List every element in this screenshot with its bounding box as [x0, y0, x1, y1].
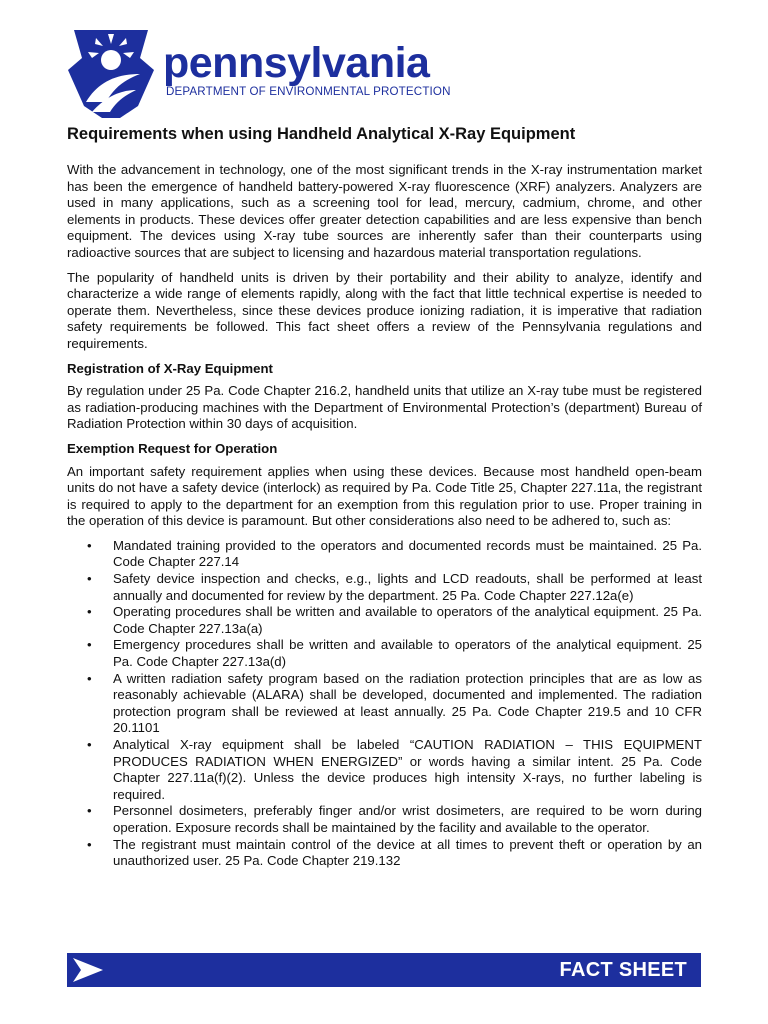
- list-item: [67, 604, 702, 637]
- intro-paragraph: With the advancement in technology, one of the most significant trends in the X-ray instrumentation market has been the emergence of handheld battery-powered X-ray fluorescence (XRF) analyzers. Analyzers are used in many applications, such as a screening tool for lead, mercury, cadmium, chrome, and other elements in products. These devices offer greater detection capabilities and are less expensive than bench equipment. The devices using X-ray tube sources are inherently safer than their counterparts using radioactive sources that are subject to licensing and hazardous material transportation regulations.: [67, 162, 702, 260]
- list-item-text: Mandated training provided to the operators and documented records must be maintained. 25 Pa. Code Chapter 227.14: [113, 537, 702, 570]
- registration-paragraph: By regulation under 25 Pa. Code Chapter 216.2, handheld units that utilize an X-ray tube must be registered as radiation-producing machines with the Department of Environmental Protection’s (department) Bureau of Radiation Protection within 30 days of acquisition.: [67, 383, 702, 432]
- list-item-text: Safety device inspection and checks, e.g., lights and LCD readouts, shall be performed at least annually and documented for review by the department. 25 Pa. Code Chapter 227.12a(e): [113, 571, 702, 603]
- fact-sheet-label: FACT SHEET: [559, 959, 687, 981]
- intro-paragraph: The popularity of handheld units is driven by their portability and their ability to analyze, identify and characterize a wide range of elements rapidly, along with the fact that little technical expertise is needed to operate them. Nevertheless, since these devices produce ionizing radiation, it is imperative that radiation safety requirements be followed. This fact sheet offers a review of the Pennsylvania regulations and requirements.: [67, 269, 702, 351]
- arrow-right-icon: [73, 958, 103, 982]
- department-name: DEPARTMENT OF ENVIRONMENTAL PROTECTION: [166, 85, 451, 98]
- list-item: [67, 538, 702, 571]
- bullet-icon: •: [87, 637, 92, 653]
- list-item-text: Emergency procedures shall be written and available to operators of the analytical equipment. 25 Pa. Code Chapter 227.13a(d): [113, 637, 702, 670]
- list-item-text: A written radiation safety program based on the radiation protection principles that are as low as reasonably achievable (ALARA) shall be developed, documented and implemented. The radiation protection program shall be reviewed at least annually. 25 Pa. Code Chapter 219.5 and 10 CFR 20.1101: [113, 670, 702, 736]
- exemption-heading: Exemption Request for Operation: [67, 440, 278, 456]
- document-body: [67, 162, 702, 870]
- list-item-text: Analytical X-ray equipment shall be labeled “CAUTION RADIATION – THIS EQUIPMENT PRODUCES RADIATION WHEN ENERGIZED” or words having a similar intent. 25 Pa. Code Chapter 227.11a(f)(2). Unless the device produces high intensity X-rays, no further labeling is required.: [113, 737, 702, 802]
- brand-name: pennsylvania: [163, 39, 430, 87]
- list-item: [67, 671, 702, 737]
- page-title: Requirements when using Handheld Analytical X-Ray Equipment: [67, 125, 576, 143]
- exemption-paragraph: An important safety requirement applies when using these devices. Because most handheld open-beam units do not have a safety device (interlock) as required by Pa. Code Title 25, Chapter 227.11a, the registrant is required to apply to the department for an exemption from this regulation prior to use. Proper training in the operation of this device is paramount. But other considerations also need to be adhered to, such as:: [67, 463, 702, 529]
- list-item-text: Personnel dosimeters, preferably finger and/or wrist dosimeters, are required to be worn during operation. Exposure records shall be maintained by the facility and available to the operator.: [113, 803, 702, 835]
- fact-sheet-banner: [67, 953, 701, 987]
- bullet-icon: •: [87, 571, 92, 587]
- list-item: [67, 571, 702, 604]
- bullet-icon: •: [87, 836, 92, 852]
- bullet-icon: •: [87, 737, 92, 752]
- list-item: [67, 737, 702, 803]
- pennsylvania-logo: [66, 22, 451, 122]
- bullet-icon: •: [87, 670, 92, 686]
- bullet-icon: •: [87, 537, 92, 553]
- registration-heading: Registration of X-Ray Equipment: [67, 360, 273, 376]
- bullet-icon: •: [87, 803, 92, 819]
- bullet-icon: •: [87, 604, 92, 620]
- list-item: [67, 803, 702, 836]
- list-item: [67, 837, 702, 870]
- list-item-text: Operating procedures shall be written and available to operators of the analytical equipment. 25 Pa. Code Chapter 227.13a(a): [113, 604, 702, 636]
- list-item: [67, 637, 702, 670]
- keystone-logo-icon: [66, 22, 156, 122]
- requirements-list: [67, 538, 702, 870]
- list-item-text: The registrant must maintain control of the device at all times to prevent theft or operation by an unauthorized user. 25 Pa. Code Chapter 219.132: [113, 836, 702, 869]
